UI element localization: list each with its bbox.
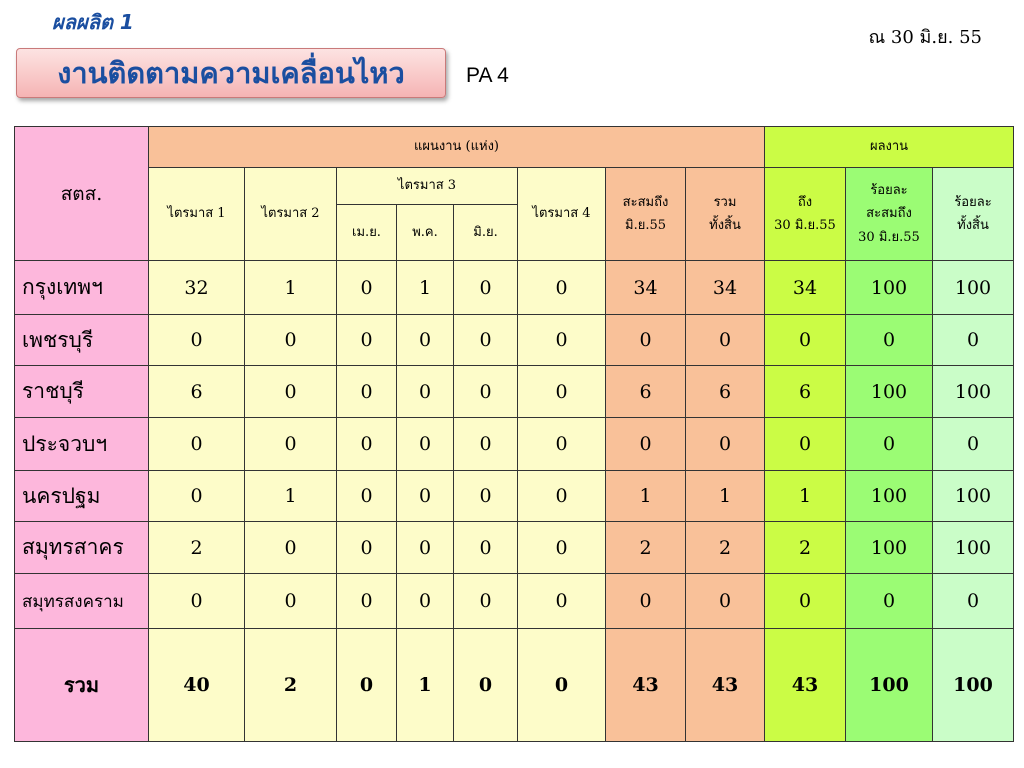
q4-cell: 0: [518, 315, 606, 366]
header-cumulative: [606, 168, 686, 261]
q4-cell: 0: [518, 418, 606, 471]
done-cell: 6: [765, 366, 846, 418]
pct-total-cell: 0: [933, 574, 1014, 629]
pct-cumulative-cell: 100: [846, 471, 933, 522]
done-cell: 0: [765, 574, 846, 629]
q4-cell: 0: [518, 261, 606, 315]
q4-cell: 0: [518, 471, 606, 522]
done-cell: 1: [765, 471, 846, 522]
cumulative-cell: 2: [606, 522, 686, 574]
province-cell: รวม: [15, 629, 149, 742]
jun-cell: 0: [454, 471, 518, 522]
jun-cell: 0: [454, 574, 518, 629]
header-cumulative-line2: มิ.ย.55: [625, 218, 666, 233]
pct-total-cell: 0: [933, 315, 1014, 366]
province-cell: เพชรบุรี: [15, 315, 149, 366]
apr-cell: 0: [337, 261, 397, 315]
q4-cell: 0: [518, 574, 606, 629]
apr-cell: 0: [337, 629, 397, 742]
q2-cell: 0: [245, 418, 337, 471]
cumulative-cell: 34: [606, 261, 686, 315]
header-apr: เม.ย.: [337, 205, 397, 261]
sum-cell: 0: [686, 418, 765, 471]
may-cell: 0: [397, 522, 454, 574]
cumulative-cell: 0: [606, 574, 686, 629]
q1-cell: 0: [149, 418, 245, 471]
header-q3: ไตรมาส 3: [337, 168, 518, 205]
report-date: ณ 30 มิ.ย. 55: [868, 27, 982, 48]
header-q4: ไตรมาส 4: [518, 168, 606, 261]
pct-total-cell: 100: [933, 629, 1014, 742]
province-cell: ประจวบฯ: [15, 418, 149, 471]
q1-cell: 40: [149, 629, 245, 742]
total-row: [15, 629, 1014, 742]
jun-cell: 0: [454, 315, 518, 366]
header-pct-cum-line2: สะสมถึง: [866, 206, 912, 222]
q4-cell: 0: [518, 366, 606, 418]
apr-cell: 0: [337, 574, 397, 629]
may-cell: 0: [397, 418, 454, 471]
q2-cell: 1: [245, 471, 337, 522]
header-may: พ.ค.: [397, 205, 454, 261]
done-cell: 2: [765, 522, 846, 574]
q4-cell: 0: [518, 629, 606, 742]
cumulative-cell: 0: [606, 315, 686, 366]
apr-cell: 0: [337, 366, 397, 418]
pct-cumulative-cell: 0: [846, 315, 933, 366]
header-pct-cumulative: [846, 168, 933, 261]
pct-total-cell: 100: [933, 522, 1014, 574]
header-province: สตส.: [15, 127, 149, 261]
province-cell: สมุทรสาคร: [15, 522, 149, 574]
done-cell: 43: [765, 629, 846, 742]
sum-cell: 34: [686, 261, 765, 315]
jun-cell: 0: [454, 629, 518, 742]
table-row: [15, 471, 1014, 522]
header-result-group: ผลงาน: [765, 127, 1014, 168]
apr-cell: 0: [337, 418, 397, 471]
header-sum: [686, 168, 765, 261]
q1-cell: 6: [149, 366, 245, 418]
may-cell: 1: [397, 629, 454, 742]
sum-cell: 6: [686, 366, 765, 418]
sum-cell: 0: [686, 574, 765, 629]
q2-cell: 1: [245, 261, 337, 315]
header-q2: ไตรมาส 2: [245, 168, 337, 261]
header-cumulative-line1: สะสมถึง: [622, 194, 669, 210]
apr-cell: 0: [337, 522, 397, 574]
table-row: [15, 418, 1014, 471]
province-cell: สมุทรสงคราม: [15, 574, 149, 629]
jun-cell: 0: [454, 418, 518, 471]
pct-total-cell: 100: [933, 471, 1014, 522]
header-pct-total-line1: ร้อยละ: [954, 194, 992, 210]
done-cell: 34: [765, 261, 846, 315]
pct-cumulative-cell: 0: [846, 574, 933, 629]
jun-cell: 0: [454, 366, 518, 418]
pct-cumulative-cell: 100: [846, 366, 933, 418]
sum-cell: 1: [686, 471, 765, 522]
header-plan-group: แผนงาน (แห่ง): [149, 127, 765, 168]
pct-cumulative-cell: 100: [846, 261, 933, 315]
cumulative-cell: 0: [606, 418, 686, 471]
table-body: [15, 261, 1014, 629]
q2-cell: 2: [245, 629, 337, 742]
cumulative-cell: 1: [606, 471, 686, 522]
cumulative-cell: 6: [606, 366, 686, 418]
q1-cell: 0: [149, 315, 245, 366]
q4-cell: 0: [518, 522, 606, 574]
q1-cell: 0: [149, 471, 245, 522]
q1-cell: 2: [149, 522, 245, 574]
page-title: งานติดตามความเคลื่อนไหว: [16, 48, 446, 98]
may-cell: 0: [397, 366, 454, 418]
pct-total-cell: 100: [933, 261, 1014, 315]
table-row: [15, 315, 1014, 366]
jun-cell: 0: [454, 522, 518, 574]
header-done-line1: ถึง: [797, 194, 813, 210]
apr-cell: 0: [337, 315, 397, 366]
done-cell: 0: [765, 315, 846, 366]
province-cell: ราชบุรี: [15, 366, 149, 418]
table-row: [15, 261, 1014, 315]
table-row: [15, 574, 1014, 629]
header-pct-cum-line3: 30 มิ.ย.55: [858, 229, 920, 245]
section-subtitle: ผลผลิต 1: [52, 10, 134, 34]
may-cell: 0: [397, 574, 454, 629]
header-pct-cum-line1: ร้อยละ: [870, 182, 908, 198]
header-pct-total-line2: ทั้งสิ้น: [957, 218, 989, 233]
header-pct-total: [933, 168, 1014, 261]
table-row: [15, 522, 1014, 574]
done-cell: 0: [765, 418, 846, 471]
cumulative-cell: 43: [606, 629, 686, 742]
pct-total-cell: 100: [933, 366, 1014, 418]
header-sum-line1: รวม: [713, 194, 737, 210]
may-cell: 0: [397, 471, 454, 522]
province-cell: นครปฐม: [15, 471, 149, 522]
may-cell: 0: [397, 315, 454, 366]
q1-cell: 0: [149, 574, 245, 629]
pct-cumulative-cell: 100: [846, 522, 933, 574]
sum-cell: 0: [686, 315, 765, 366]
q2-cell: 0: [245, 315, 337, 366]
table-header: [15, 127, 1014, 261]
province-cell: กรุงเทพฯ: [15, 261, 149, 315]
sum-cell: 43: [686, 629, 765, 742]
q2-cell: 0: [245, 574, 337, 629]
header-done-to-date: [765, 168, 846, 261]
jun-cell: 0: [454, 261, 518, 315]
q2-cell: 0: [245, 522, 337, 574]
q1-cell: 32: [149, 261, 245, 315]
may-cell: 1: [397, 261, 454, 315]
pa-label: PA 4: [466, 64, 509, 87]
pct-total-cell: 0: [933, 418, 1014, 471]
pct-cumulative-cell: 100: [846, 629, 933, 742]
pct-cumulative-cell: 0: [846, 418, 933, 471]
sum-cell: 2: [686, 522, 765, 574]
table-total: [15, 629, 1014, 742]
header-jun: มิ.ย.: [454, 205, 518, 261]
progress-table: [14, 126, 1014, 742]
table-row: [15, 366, 1014, 418]
header-q1: ไตรมาส 1: [149, 168, 245, 261]
header-sum-line2: ทั้งสิ้น: [709, 218, 741, 233]
q2-cell: 0: [245, 366, 337, 418]
apr-cell: 0: [337, 471, 397, 522]
header-done-line2: 30 มิ.ย.55: [774, 218, 836, 233]
